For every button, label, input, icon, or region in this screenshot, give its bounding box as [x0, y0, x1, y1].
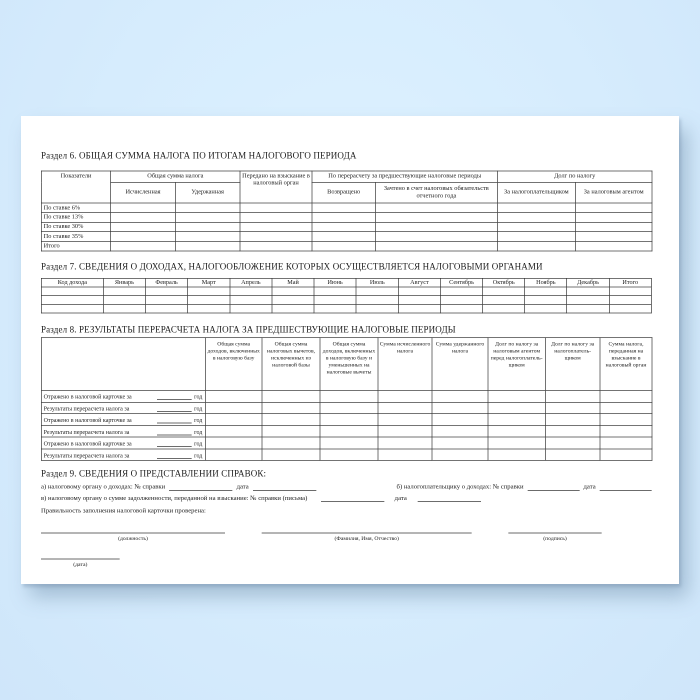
empty-cell — [272, 287, 314, 296]
empty-cell — [609, 287, 651, 296]
empty-cell — [483, 296, 525, 305]
empty-cell — [375, 222, 497, 232]
empty-cell — [262, 437, 320, 449]
column-header: Итого — [609, 278, 651, 287]
empty-cell — [432, 402, 488, 414]
empty-cell — [312, 241, 375, 251]
row-label-content — [44, 439, 203, 446]
row-label — [41, 437, 205, 449]
column-header: Общая сумма доходов, включенных в налоговую базу — [205, 338, 262, 391]
section6-body — [41, 203, 652, 251]
empty-cell — [441, 287, 483, 296]
column-header: Показатели — [41, 171, 110, 203]
date-signature-block — [41, 552, 120, 567]
line-a-label: а) налоговому органу о доходах: № справки — [41, 483, 166, 491]
column-header: За налоговым агентом — [575, 182, 652, 203]
empty-cell — [432, 426, 488, 438]
signature-line — [508, 526, 601, 533]
empty-cell — [240, 213, 312, 223]
empty-cell — [432, 437, 488, 449]
empty-cell — [375, 203, 497, 213]
empty-cell — [314, 296, 356, 305]
column-header: Сумма налога, переданная на взыскание в налоговый орган — [600, 338, 652, 391]
empty-cell — [320, 414, 378, 426]
empty-cell — [356, 305, 398, 314]
signature-row — [41, 526, 652, 541]
empty-cell — [230, 296, 272, 305]
empty-cell — [272, 296, 314, 305]
empty-cell — [525, 305, 567, 314]
empty-cell — [600, 426, 652, 438]
column-header: Удержанная — [175, 182, 240, 203]
table-row — [41, 437, 652, 449]
empty-cell — [378, 426, 432, 438]
column-header: Январь — [103, 278, 145, 287]
empty-cell — [567, 296, 609, 305]
row-label — [41, 414, 205, 426]
empty-cell — [497, 232, 575, 242]
empty-cell — [575, 213, 652, 223]
column-header: Долг по налогу за налоговым агентом перед налогоплатель-щиком — [488, 338, 545, 391]
empty-cell — [609, 305, 651, 314]
column-header: Общая сумма доходов, включенных в налоговую базу и уменьшенных на налоговые вычеты — [320, 338, 378, 391]
empty-cell — [525, 296, 567, 305]
empty-cell — [378, 414, 432, 426]
section7-body — [41, 287, 651, 313]
empty-cell — [525, 287, 567, 296]
empty-cell — [262, 414, 320, 426]
empty-cell — [175, 232, 240, 242]
empty-cell — [205, 402, 262, 414]
column-header: Код дохода — [41, 278, 103, 287]
certificate-number-blank — [321, 496, 384, 503]
table-row — [41, 241, 652, 251]
empty-cell — [240, 203, 312, 213]
row-label-content — [44, 451, 203, 458]
empty-cell — [398, 296, 440, 305]
year-suffix: год — [194, 393, 203, 401]
empty-cell — [205, 437, 262, 449]
line-b-label: б) налогоплательщику о доходах: № справки — [396, 483, 524, 491]
empty-cell — [205, 414, 262, 426]
empty-cell — [312, 203, 375, 213]
empty-cell — [488, 402, 545, 414]
empty-cell — [398, 287, 440, 296]
date-blank — [600, 484, 652, 491]
section7-title: Раздел 7. СВЕДЕНИЯ О ДОХОДАХ, НАЛОГООБЛОЖЕНИЕ КОТОРЫХ ОСУЩЕСТВЛЯЕТСЯ НАЛОГОВЫМИ ОРГАНАМИ — [41, 261, 543, 272]
empty-cell — [545, 402, 600, 414]
empty-cell — [545, 391, 600, 403]
year-blank — [157, 404, 192, 411]
table-row — [41, 222, 652, 232]
row-label-content — [44, 416, 203, 423]
empty-cell — [375, 241, 497, 251]
empty-cell — [375, 232, 497, 242]
row-label — [41, 391, 205, 403]
empty-cell — [188, 305, 230, 314]
empty-cell — [567, 287, 609, 296]
certificates-line-v — [41, 495, 652, 502]
column-header: Передано на взыскание в налоговый орган — [240, 171, 312, 203]
empty-cell — [575, 241, 652, 251]
signature-caption: (Фамилия, Имя, Отчество) — [334, 534, 399, 542]
empty-cell — [205, 391, 262, 403]
year-blank — [157, 439, 192, 446]
empty-cell — [356, 296, 398, 305]
empty-corner-cell — [41, 338, 205, 391]
column-header: Сумма исчисленного налога — [378, 338, 432, 391]
empty-cell — [432, 414, 488, 426]
empty-cell — [398, 305, 440, 314]
empty-cell — [483, 287, 525, 296]
row-label: По ставке 30% — [41, 222, 110, 232]
empty-cell — [600, 402, 652, 414]
year-suffix: год — [194, 440, 203, 447]
section8-body — [41, 391, 652, 461]
empty-cell — [111, 203, 176, 213]
empty-cell — [175, 203, 240, 213]
empty-cell — [497, 222, 575, 232]
column-header: Февраль — [145, 278, 187, 287]
row-label-content — [44, 404, 203, 411]
empty-cell — [545, 449, 600, 461]
document-page — [21, 116, 679, 584]
empty-cell — [488, 391, 545, 403]
empty-cell — [600, 414, 652, 426]
empty-cell — [600, 391, 652, 403]
table-row — [41, 287, 651, 296]
column-header: Октябрь — [483, 278, 525, 287]
row-label-text: Результаты перерасчета налога за — [43, 405, 130, 412]
empty-cell — [378, 437, 432, 449]
empty-cell — [441, 296, 483, 305]
empty-cell — [262, 391, 320, 403]
table-row — [41, 449, 652, 461]
section6-table — [41, 171, 652, 252]
empty-cell — [320, 437, 378, 449]
signature-line — [41, 526, 225, 533]
empty-cell — [103, 296, 145, 305]
empty-cell — [488, 449, 545, 461]
empty-cell — [314, 287, 356, 296]
empty-cell — [488, 426, 545, 438]
column-group-header: По перерасчету за предшествующие налоговые периоды — [312, 171, 497, 182]
column-header: Июнь — [314, 278, 356, 287]
table-row — [41, 203, 652, 213]
column-header: Ноябрь — [525, 278, 567, 287]
date-label: дата — [583, 483, 596, 491]
empty-cell — [441, 305, 483, 314]
empty-cell — [145, 305, 187, 314]
empty-cell — [497, 203, 575, 213]
date-blank — [253, 484, 316, 491]
year-suffix: год — [194, 416, 203, 424]
column-group-header: Общая сумма налога — [111, 171, 240, 182]
empty-cell — [320, 402, 378, 414]
table-row — [41, 391, 652, 403]
row-label-text: Результаты перерасчета налога за — [43, 451, 130, 459]
empty-cell — [240, 222, 312, 232]
column-header: Общая сумма налоговых вычетов, исключенных из налоговой базы — [262, 338, 320, 391]
signature-caption: (подпись) — [543, 534, 567, 542]
empty-cell — [432, 391, 488, 403]
verification-line: Правильность заполнения налоговой карточки проверена: — [41, 507, 206, 515]
table-row — [41, 426, 652, 438]
empty-cell — [320, 426, 378, 438]
certificate-number-blank — [169, 484, 232, 491]
date-label: дата — [236, 483, 249, 491]
empty-cell — [314, 305, 356, 314]
column-header: Исчисленная — [111, 182, 176, 203]
empty-cell — [488, 414, 545, 426]
column-header: Долг по налогу за налогоплатель-щиком — [545, 338, 600, 391]
section8-title: Раздел 8. РЕЗУЛЬТАТЫ ПЕРЕРАСЧЕТА НАЛОГА ЗА ПРЕДШЕСТВУЮЩИЕ НАЛОГОВЫЕ ПЕРИОДЫ — [41, 324, 456, 335]
signature-block-name — [262, 526, 472, 541]
empty-cell — [240, 241, 312, 251]
row-label: По ставке 13% — [41, 213, 110, 223]
row-label — [41, 426, 205, 438]
empty-cell — [312, 222, 375, 232]
empty-cell — [262, 402, 320, 414]
empty-cell — [111, 222, 176, 232]
date-blank — [417, 496, 480, 503]
empty-cell — [205, 449, 262, 461]
table-row — [41, 305, 651, 314]
empty-cell — [600, 449, 652, 461]
empty-cell — [175, 222, 240, 232]
year-suffix: год — [194, 405, 203, 412]
column-header: Апрель — [230, 278, 272, 287]
table-row — [41, 402, 652, 414]
certificates-line-ab — [41, 484, 652, 491]
empty-cell — [545, 426, 600, 438]
table-row — [41, 296, 651, 305]
empty-cell — [575, 232, 652, 242]
empty-cell — [609, 296, 651, 305]
empty-cell — [312, 232, 375, 242]
empty-cell — [41, 296, 103, 305]
row-label-content — [44, 393, 203, 400]
empty-cell — [545, 414, 600, 426]
empty-cell — [497, 241, 575, 251]
signature-block-position — [41, 526, 225, 541]
empty-cell — [483, 305, 525, 314]
empty-cell — [375, 213, 497, 223]
empty-cell — [175, 241, 240, 251]
empty-cell — [312, 213, 375, 223]
empty-cell — [272, 305, 314, 314]
date-label: дата — [394, 494, 407, 503]
empty-cell — [41, 287, 103, 296]
row-label — [41, 402, 205, 414]
table-row — [41, 213, 652, 223]
column-header: Возвращено — [312, 182, 375, 203]
year-suffix: год — [194, 428, 203, 436]
empty-cell — [262, 449, 320, 461]
signature-caption: (должность) — [118, 534, 148, 542]
empty-cell — [230, 305, 272, 314]
empty-cell — [188, 296, 230, 305]
row-label-text: Отражено в налоговой карточке за — [43, 440, 132, 447]
empty-cell — [575, 203, 652, 213]
line-v-label: в) налоговому органу о сумме задолженности, переданной на взыскание: № справки (письма) — [41, 494, 308, 503]
row-label: По ставке 35% — [41, 232, 110, 242]
empty-cell — [41, 305, 103, 314]
empty-cell — [103, 305, 145, 314]
empty-cell — [432, 449, 488, 461]
certificate-number-blank — [528, 484, 580, 491]
year-suffix: год — [194, 451, 203, 459]
section7-header-row — [41, 278, 651, 287]
empty-cell — [488, 437, 545, 449]
empty-cell — [320, 391, 378, 403]
row-label: Итого — [41, 241, 110, 251]
section6-title: Раздел 6. ОБЩАЯ СУММА НАЛОГА ПО ИТОГАМ НАЛОГОВОГО ПЕРИОДА — [41, 150, 357, 161]
empty-cell — [175, 213, 240, 223]
section8-header-row — [41, 338, 652, 391]
empty-cell — [575, 222, 652, 232]
empty-cell — [567, 305, 609, 314]
year-blank — [157, 393, 192, 400]
section6-header-row-1 — [41, 171, 652, 182]
row-label — [41, 449, 205, 461]
empty-cell — [378, 391, 432, 403]
empty-cell — [145, 287, 187, 296]
empty-cell — [240, 232, 312, 242]
empty-cell — [111, 241, 176, 251]
year-blank — [157, 416, 192, 423]
column-header: Зачтено в счет налоговых обязательств отчетного года — [375, 182, 497, 203]
empty-cell — [205, 426, 262, 438]
empty-cell — [320, 449, 378, 461]
column-header: За налогоплательщиком — [497, 182, 575, 203]
empty-cell — [356, 287, 398, 296]
column-header: Август — [398, 278, 440, 287]
empty-cell — [545, 437, 600, 449]
column-header: Сентябрь — [441, 278, 483, 287]
signature-block-sign — [508, 526, 601, 541]
column-header: Май — [272, 278, 314, 287]
document-content — [21, 116, 679, 584]
table-row — [41, 232, 652, 242]
empty-cell — [262, 426, 320, 438]
signature-line — [41, 552, 120, 559]
empty-cell — [145, 296, 187, 305]
row-label-text: Результаты перерасчета налога за — [43, 428, 130, 436]
row-label-text: Отражено в налоговой карточке за — [43, 416, 132, 424]
empty-cell — [378, 449, 432, 461]
empty-cell — [111, 232, 176, 242]
empty-cell — [378, 402, 432, 414]
column-header: Март — [188, 278, 230, 287]
column-header: Декабрь — [567, 278, 609, 287]
row-label-content — [44, 428, 203, 435]
section9-title: Раздел 9. СВЕДЕНИЯ О ПРЕДСТАВЛЕНИИ СПРАВОК: — [41, 468, 267, 479]
signature-line — [262, 526, 472, 533]
year-blank — [157, 428, 192, 435]
row-label: По ставке 6% — [41, 203, 110, 213]
empty-cell — [497, 213, 575, 223]
empty-cell — [600, 437, 652, 449]
row-label-text: Отражено в налоговой карточке за — [43, 393, 132, 401]
empty-cell — [103, 287, 145, 296]
section8-table — [41, 338, 652, 461]
empty-cell — [188, 287, 230, 296]
year-blank — [157, 451, 192, 458]
empty-cell — [230, 287, 272, 296]
column-header: Сумма удержанного налога — [432, 338, 488, 391]
empty-cell — [111, 213, 176, 223]
signature-caption: (дата) — [73, 560, 88, 568]
column-header: Июль — [356, 278, 398, 287]
column-group-header: Долг по налогу — [497, 171, 652, 182]
table-row — [41, 414, 652, 426]
section6-header-row-2 — [41, 182, 652, 203]
section7-table — [41, 278, 652, 314]
